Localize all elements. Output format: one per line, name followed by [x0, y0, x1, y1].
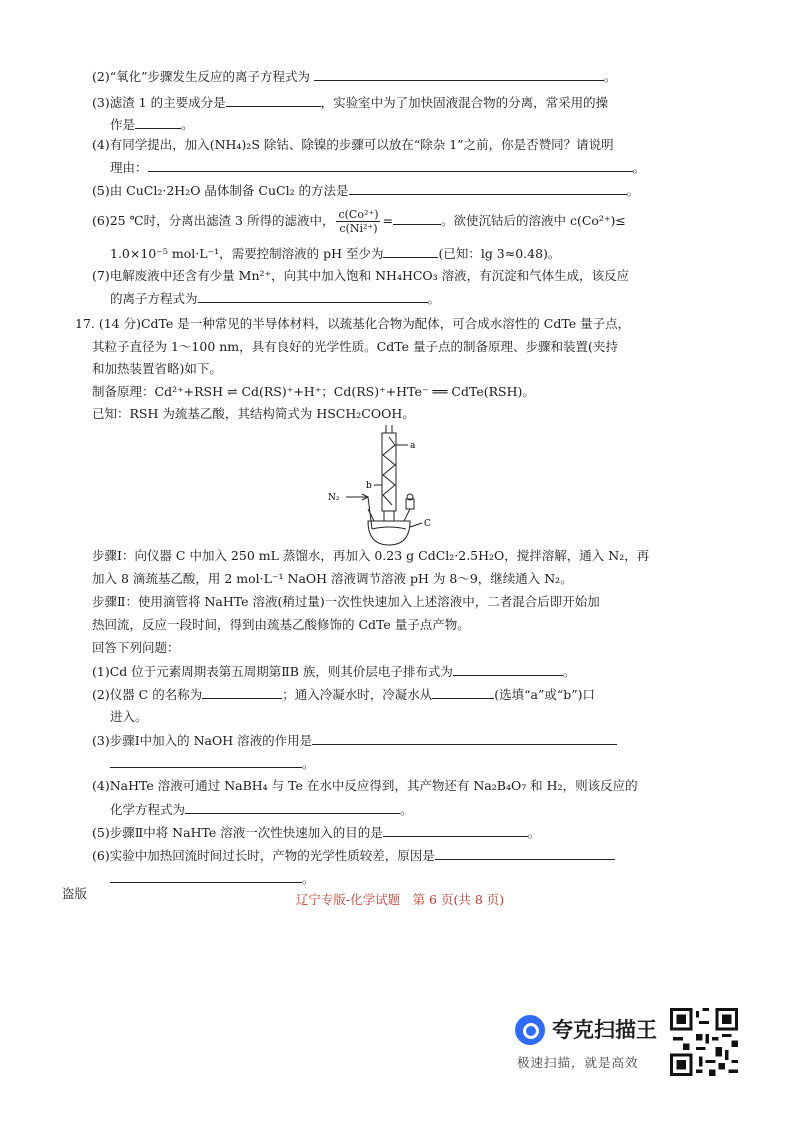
label-a: a [410, 441, 416, 451]
question-6-cont: 1.0×10⁻⁵ mol·L⁻¹，需要控制溶液的 pH 至少为 (已知：lg 3≈0.48)。 [110, 246, 561, 261]
edition-mark: 盗版 [62, 886, 88, 901]
question-6: (6)25 ℃时，分离出滤渣 3 所得的滤液中， $\frac{\text{c(Co²⁺)}}{\text{c(Ni²⁺)}}$ = 。欲使沉钴后的溶液中 c(Co²⁺)≤ [92, 208, 626, 235]
known-info: 已知：RSH 为巯基乙酸，其结构简式为 HSCH₂COOH。 [92, 406, 415, 421]
step-1-cont: 加入 8 滴巯基乙酸，用 2 mol·L⁻¹ NaOH 溶液调节溶液 pH 为 8～9，继续通入 N₂。 [92, 571, 573, 586]
reflux-apparatus-figure [320, 425, 450, 550]
sub-question-6: (6)实验中加热回流时间过长时，产物的光学性质较差，原因是 [92, 847, 615, 864]
sub-question-4-cont: 化学方程式为 。 [110, 802, 413, 817]
question-2: (2)“氧化”步骤发生反应的离子方程式为 。 [92, 69, 617, 84]
qr-code-icon [670, 1008, 738, 1076]
question-5: (5)由 CuCl₂·2H₂O 晶体制备 CuCl₂ 的方法是 。 [92, 183, 640, 198]
condenser-tube [382, 433, 396, 511]
step-2: 步骤Ⅱ：使用滴管将 NaHTe 溶液(稍过量)一次性快速加入上述溶液中，二者混合后即开始加 [92, 594, 600, 609]
sub-question-1: (1)Cd 位于元素周期表第五周期第ⅡB 族，则其价层电子排布式为 。 [92, 664, 576, 679]
three-neck-flask [368, 521, 410, 545]
concentration-fraction: $\frac{\text{c(Co²⁺)}}{\text{c(Ni²⁺)}}$ [338, 208, 379, 235]
label-n2: N₂ [328, 493, 340, 503]
question-17-intro-3: 和加热装置省略)如下。 [92, 361, 222, 376]
quark-logo-icon [515, 1015, 545, 1045]
sub-question-6-cont: 。 [110, 870, 315, 887]
question-7-cont: 的离子方程式为 。 [110, 291, 441, 306]
page-footer: 辽宁专版-化学试题 第 6 页(共 8 页) [295, 892, 505, 907]
question-17-intro: 17. (14 分)CdTe 是一种常见的半导体材料，以巯基化合物为配体，可合成水溶性的 CdTe 量子点， [75, 316, 631, 331]
answer-intro: 回答下列问题： [92, 640, 180, 655]
step-1: 步骤Ⅰ：向仪器 C 中加入 250 mL 蒸馏水，再加入 0.23 g CdCl₂·2.5H₂O，搅拌溶解，通入 N₂，再 [92, 548, 650, 563]
label-c: C [424, 519, 431, 529]
sub-question-2: (2)仪器 C 的名称为 ；通入冷凝水时，冷凝水从 (选填“a”或“b”)口 [92, 687, 596, 702]
question-17-intro-2: 其粒子直径为 1～100 nm，具有良好的光学性质。CdTe 量子点的制备原理、步骤和装置(夹持 [92, 339, 618, 354]
app-slogan: 极速扫描，就是高效 [517, 1055, 639, 1070]
question-4-cont: 理由： 。 [110, 160, 646, 175]
question-7: (7)电解废液中还含有少量 Mn²⁺，向其中加入饱和 NH₄HCO₃ 溶液，有沉淀和气体生成，该反应 [92, 268, 630, 283]
step-2-cont: 热回流，反应一段时间，得到由巯基乙酸修饰的 CdTe 量子点产物。 [92, 617, 470, 632]
preparation-principle: 制备原理：Cd²⁺+RSH ⇌ Cd(RS)⁺+H⁺；Cd(RS)⁺+HTe⁻ ══ CdTe(RSH)。 [92, 384, 535, 399]
condenser-coil [383, 437, 395, 505]
sub-question-3: (3)步骤Ⅰ中加入的 NaOH 溶液的作用是 [92, 732, 617, 749]
sub-question-3-cont: 。 [110, 755, 315, 772]
label-b: b [366, 481, 372, 491]
sub-question-5: (5)步骤Ⅱ中将 NaHTe 溶液一次性快速加入的目的是 。 [92, 825, 541, 840]
app-name: 夸克扫描王 [552, 1018, 657, 1042]
sub-question-2-cont: 进入。 [110, 709, 148, 724]
sub-question-4: (4)NaHTe 溶液可通过 NaBH₄ 与 Te 在水中反应得到，其产物还有 Na₂B₄O₇ 和 H₂，则该反应的 [92, 778, 638, 793]
question-3: (3)滤渣 1 的主要成分是 ，实验室中为了加快固液混合物的分离，常采用的操 [92, 95, 609, 110]
question-4: (4)有同学提出，加入(NH₄)₂S 除钴、除镍的步骤可以放在“除杂 1”之前，你是否赞同？请说明 [92, 137, 614, 152]
question-3-cont: 作是 。 [110, 117, 194, 132]
